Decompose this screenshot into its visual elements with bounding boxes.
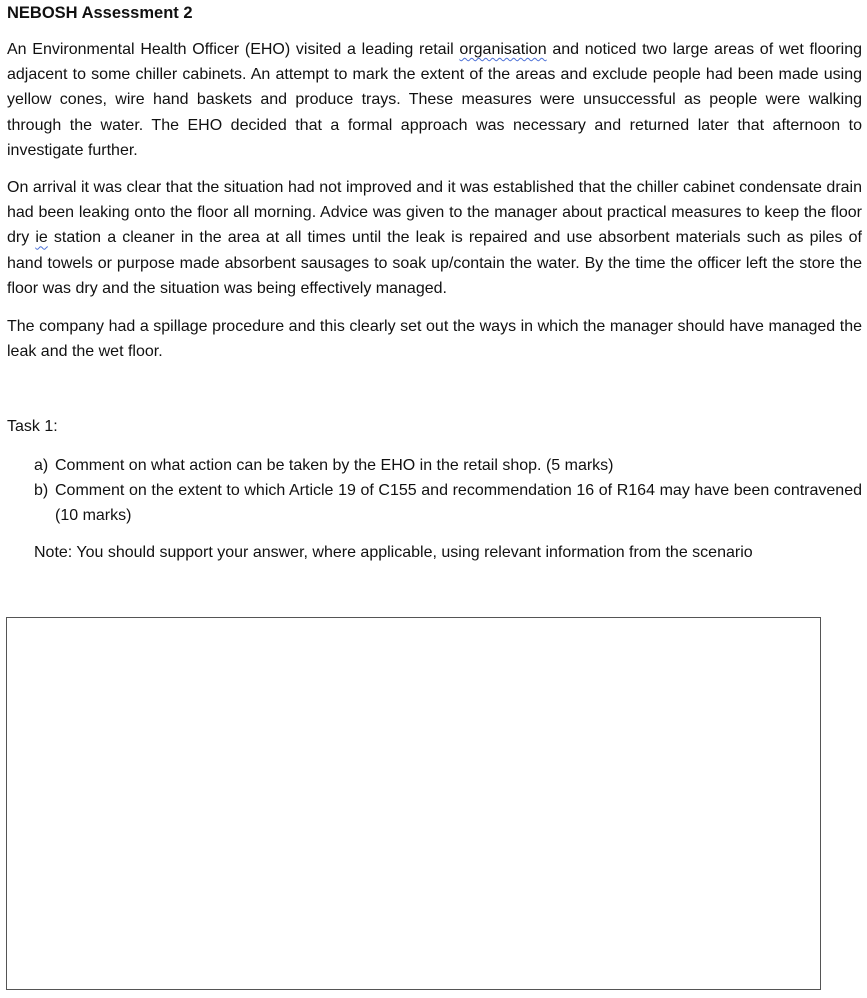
- paragraph-2-text-end: station a cleaner in the area at all times until the leak is repaired and use absorbent materials such as piles of hand towels or purpose made absorbent sausages to soak up/contain the water. By the time the officer left the store the floor was dry and the situation was being effectively managed.: [7, 229, 863, 297]
- task-note: Note: You should support your answer, where applicable, using relevant information from the scenario: [34, 544, 753, 561]
- scenario-paragraph-1: [7, 37, 862, 163]
- paragraph-1-text-end: and noticed two large areas of wet flooring adjacent to some chiller cabinets. An attempt to mark the extent of the areas and exclude people had been made using yellow cones, wire hand baskets and produce trays. These measures were unsuccessful as people were walking through the water. The EHO decided that a formal approach was necessary and returned later that afternoon to investigate further.: [7, 41, 862, 159]
- paragraph-2-text-start: On arrival it was clear that the situation had not improved and it was established that the chiller cabinet condensate drain had been leaking onto the floor all morning. Advice was given to the manager about practical measures to keep the floor dry: [7, 179, 862, 247]
- task-list: [34, 453, 862, 529]
- answer-text-box[interactable]: [6, 617, 821, 990]
- task-item-marker: a): [34, 457, 49, 474]
- task-item-b: [34, 478, 862, 528]
- document-title: NEBOSH Assessment 2: [7, 4, 193, 22]
- spellcheck-flagged-word[interactable]: organisation: [459, 41, 547, 58]
- scenario-paragraph-2: [7, 175, 862, 301]
- task-heading: Task 1:: [7, 418, 58, 435]
- paragraph-1-text-start: An Environmental Health Officer (EHO) visited a leading retail: [7, 41, 460, 58]
- task-item-text: Comment on what action can be taken by the EHO in the retail shop. (5 marks): [55, 457, 614, 474]
- task-item-marker: b): [34, 482, 49, 500]
- task-item-a: [34, 453, 862, 478]
- task-item-text: Comment on the extent to which Article 19 of C155 and recommendation 16 of R164 may have been contravened (10 marks): [55, 482, 862, 525]
- scenario-paragraph-3: The company had a spillage procedure and this clearly set out the ways in which the manager should have managed the leak and the wet floor.: [7, 318, 862, 361]
- spellcheck-flagged-word[interactable]: ie: [35, 229, 48, 247]
